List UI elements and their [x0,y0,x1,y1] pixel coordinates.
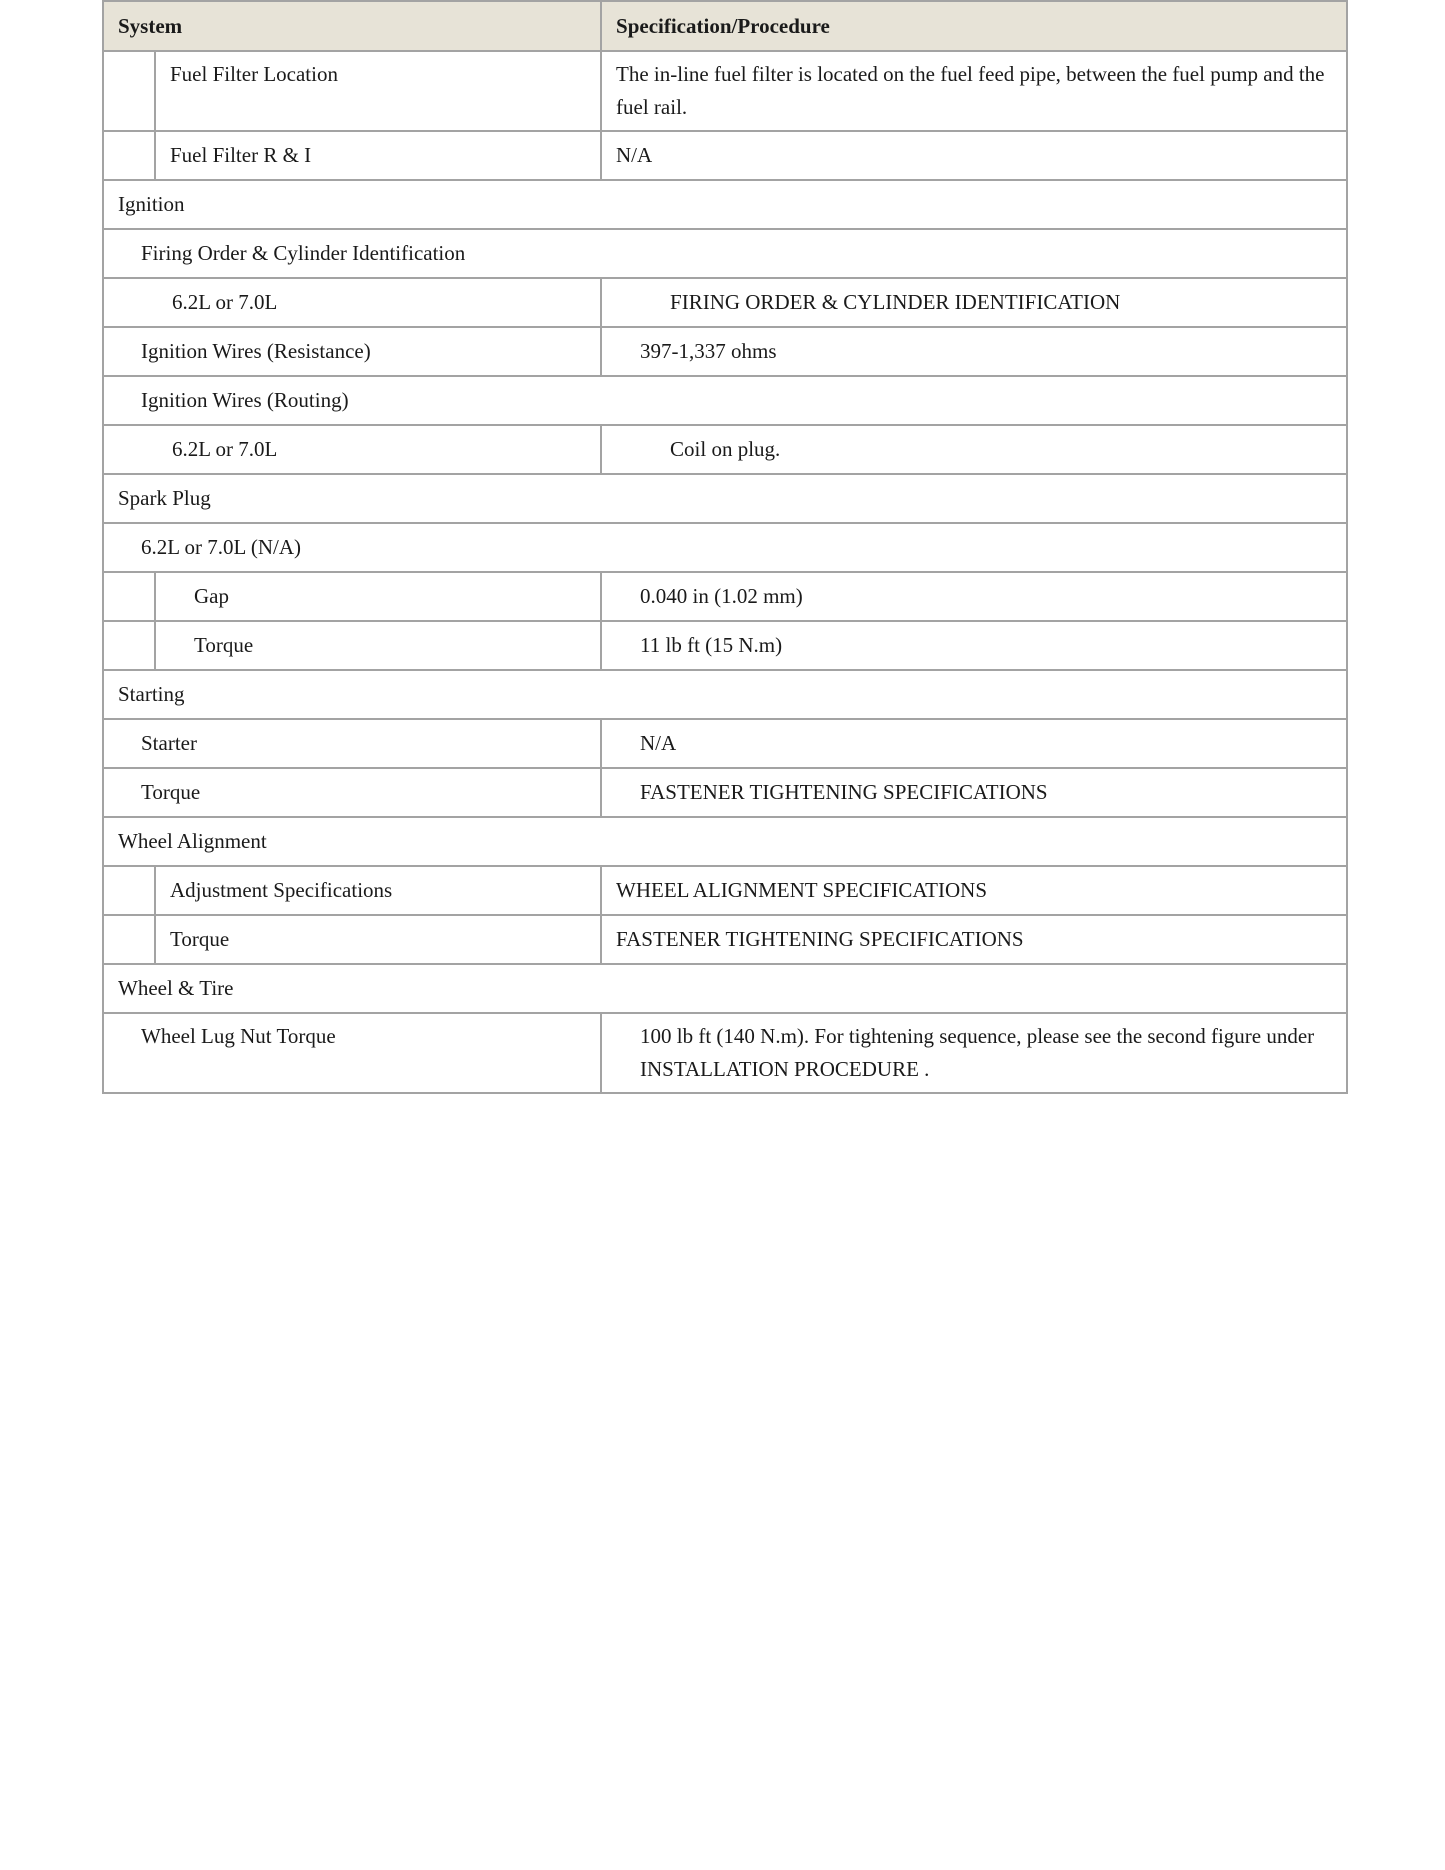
subsection-row [103,229,1347,278]
row-label: Gap [155,572,601,621]
table-row [103,719,1347,768]
section-label: Wheel & Tire [103,964,1347,1013]
table-row [103,768,1347,817]
table-row [103,131,1347,180]
row-value: WHEEL ALIGNMENT SPECIFICATIONS [601,866,1347,915]
row-value: 0.040 in (1.02 mm) [601,572,1347,621]
subsection-row [103,523,1347,572]
header-spec: Specification/Procedure [601,1,1347,51]
row-label: Wheel Lug Nut Torque [103,1013,601,1093]
row-value: FIRING ORDER & CYLINDER IDENTIFICATION [601,278,1347,327]
row-label: Starter [103,719,601,768]
table-row [103,866,1347,915]
table-row [103,278,1347,327]
section-row [103,474,1347,523]
section-row [103,964,1347,1013]
header-system: System [103,1,601,51]
indent-cell [103,915,155,964]
table-row [103,51,1347,131]
section-row [103,817,1347,866]
section-label: Spark Plug [103,474,1347,523]
table-row [103,425,1347,474]
row-value: N/A [601,719,1347,768]
row-label: Adjustment Specifications [155,866,601,915]
indent-cell [103,131,155,180]
row-label: 6.2L or 7.0L [103,425,601,474]
row-value: The in-line fuel filter is located on the fuel feed pipe, between the fuel pump and the fuel rail. [601,51,1347,131]
row-label: Torque [155,915,601,964]
table-row [103,621,1347,670]
row-value: 397-1,337 ohms [601,327,1347,376]
indent-cell [103,51,155,131]
table-row [103,572,1347,621]
indent-cell [103,572,155,621]
row-value: Coil on plug. [601,425,1347,474]
section-row [103,670,1347,719]
row-label: Ignition Wires (Resistance) [103,327,601,376]
table-row [103,327,1347,376]
indent-cell [103,866,155,915]
row-label: Fuel Filter R & I [155,131,601,180]
row-value: N/A [601,131,1347,180]
subsection-label: 6.2L or 7.0L (N/A) [103,523,1347,572]
spec-table [102,0,1348,1094]
section-label: Ignition [103,180,1347,229]
row-value: FASTENER TIGHTENING SPECIFICATIONS [601,915,1347,964]
row-label: Torque [155,621,601,670]
row-value: FASTENER TIGHTENING SPECIFICATIONS [601,768,1347,817]
row-label: Fuel Filter Location [155,51,601,131]
row-label: 6.2L or 7.0L [103,278,601,327]
table-row [103,1013,1347,1093]
subsection-row [103,376,1347,425]
row-value: 11 lb ft (15 N.m) [601,621,1347,670]
table-row [103,915,1347,964]
subsection-label: Firing Order & Cylinder Identification [103,229,1347,278]
header-row [103,1,1347,51]
section-row [103,180,1347,229]
section-label: Wheel Alignment [103,817,1347,866]
subsection-label: Ignition Wires (Routing) [103,376,1347,425]
row-value: 100 lb ft (140 N.m). For tightening sequence, please see the second figure under INSTALLATION PROCEDURE . [601,1013,1347,1093]
section-label: Starting [103,670,1347,719]
indent-cell [103,621,155,670]
row-label: Torque [103,768,601,817]
